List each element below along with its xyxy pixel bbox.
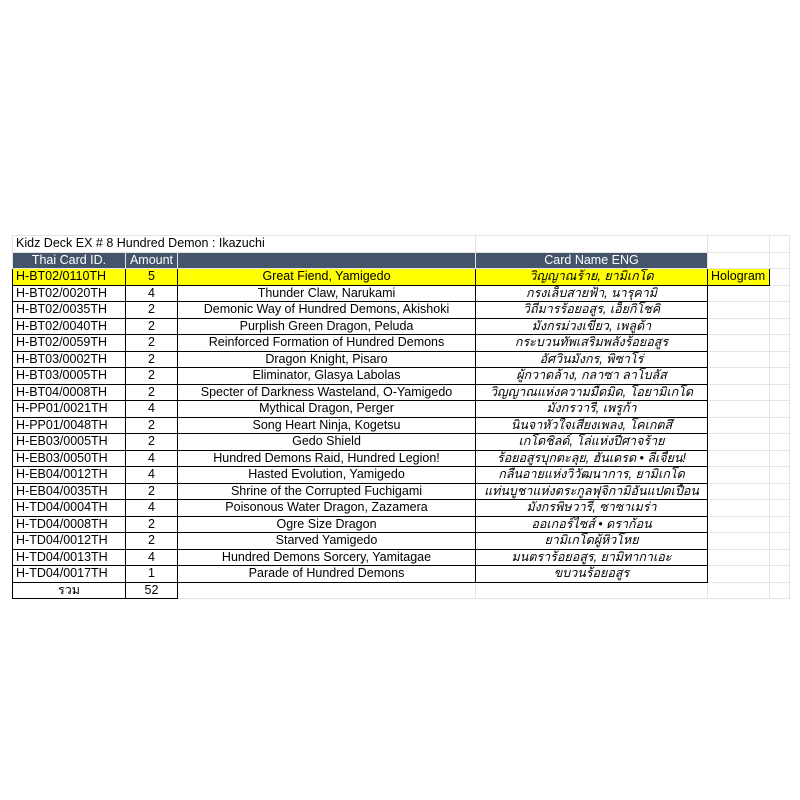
- card-id-cell[interactable]: H-PP01/0048TH: [13, 417, 126, 434]
- header-card-name-eng[interactable]: Card Name ENG: [476, 252, 708, 269]
- thai-name-cell[interactable]: กลืนอายแห่งวิวัฒนาการ, ยามิเกโด: [476, 467, 708, 484]
- table-row: [13, 401, 790, 418]
- thai-name-cell[interactable]: มนตราร้อยอสูร, ยามิทากาเอะ: [476, 549, 708, 566]
- empty-cell[interactable]: [770, 302, 790, 319]
- header-amount[interactable]: Amount: [126, 252, 178, 269]
- thai-name-cell[interactable]: ผู้กวาดล้าง, กลาซา ลาโบลัส: [476, 368, 708, 385]
- sheet-title[interactable]: Kidz Deck EX # 8 Hundred Demon : Ikazuchi: [13, 236, 476, 253]
- card-name-cell[interactable]: Shrine of the Corrupted Fuchigami: [178, 483, 476, 500]
- thai-name-cell[interactable]: นินจาหัวใจเสียงเพลง, โคเกตสึ: [476, 417, 708, 434]
- amount-cell[interactable]: 2: [126, 384, 178, 401]
- amount-cell[interactable]: 4: [126, 401, 178, 418]
- note-cell[interactable]: [708, 384, 770, 401]
- card-name-cell[interactable]: Hundred Demons Sorcery, Yamitagae: [178, 549, 476, 566]
- table-row: [13, 269, 790, 286]
- note-cell[interactable]: [708, 318, 770, 335]
- card-list-table: [12, 235, 790, 599]
- total-row: [13, 582, 790, 599]
- card-id-cell[interactable]: H-BT02/0040TH: [13, 318, 126, 335]
- table-row: [13, 368, 790, 385]
- empty-cell[interactable]: [770, 285, 790, 302]
- thai-name-cell[interactable]: วิญญาณร้าย, ยามิเกโด: [476, 269, 708, 286]
- empty-cell[interactable]: [770, 335, 790, 352]
- card-id-cell[interactable]: H-BT04/0008TH: [13, 384, 126, 401]
- table-row: [13, 467, 790, 484]
- note-cell[interactable]: [708, 417, 770, 434]
- thai-name-cell[interactable]: วิญญาณแห่งความมืดมิด, โอยามิเกโด: [476, 384, 708, 401]
- amount-cell[interactable]: 2: [126, 351, 178, 368]
- note-cell[interactable]: [708, 533, 770, 550]
- empty-cell[interactable]: [770, 417, 790, 434]
- card-name-cell[interactable]: Gedo Shield: [178, 434, 476, 451]
- card-id-cell[interactable]: H-TD04/0012TH: [13, 533, 126, 550]
- total-label[interactable]: รวม: [13, 582, 126, 599]
- note-cell[interactable]: [708, 368, 770, 385]
- card-name-cell[interactable]: Eliminator, Glasya Labolas: [178, 368, 476, 385]
- thai-name-cell[interactable]: มังกรพิษวารี, ซาซาเมร่า: [476, 500, 708, 517]
- empty-cell[interactable]: [476, 582, 708, 599]
- card-name-cell[interactable]: Mythical Dragon, Perger: [178, 401, 476, 418]
- header-thai-card-id[interactable]: Thai Card ID.: [13, 252, 126, 269]
- amount-cell[interactable]: 2: [126, 318, 178, 335]
- header-card-name[interactable]: [178, 252, 476, 269]
- note-cell[interactable]: [708, 450, 770, 467]
- empty-cell[interactable]: [770, 384, 790, 401]
- spreadsheet: [12, 235, 790, 599]
- card-id-cell[interactable]: H-BT02/0110TH: [13, 269, 126, 286]
- table-row: [13, 285, 790, 302]
- card-name-cell[interactable]: Reinforced Formation of Hundred Demons: [178, 335, 476, 352]
- card-id-cell[interactable]: H-TD04/0017TH: [13, 566, 126, 583]
- thai-name-cell[interactable]: กรงเล็บสายฟ้า, นารุคามิ: [476, 285, 708, 302]
- table-row: [13, 318, 790, 335]
- total-value[interactable]: 52: [126, 582, 178, 599]
- note-cell[interactable]: [708, 549, 770, 566]
- table-row: [13, 351, 790, 368]
- amount-cell[interactable]: 2: [126, 516, 178, 533]
- card-name-cell[interactable]: Hundred Demons Raid, Hundred Legion!: [178, 450, 476, 467]
- card-id-cell[interactable]: H-TD04/0008TH: [13, 516, 126, 533]
- amount-cell[interactable]: 5: [126, 269, 178, 286]
- empty-cell[interactable]: [770, 318, 790, 335]
- empty-cell[interactable]: [770, 483, 790, 500]
- table-row: [13, 483, 790, 500]
- thai-name-cell[interactable]: มังกรม่วงเขียว, เพลูด้า: [476, 318, 708, 335]
- note-cell[interactable]: [708, 401, 770, 418]
- table-row: [13, 417, 790, 434]
- empty-cell[interactable]: [770, 401, 790, 418]
- note-cell[interactable]: [708, 434, 770, 451]
- note-cell[interactable]: [708, 500, 770, 517]
- empty-cell[interactable]: [770, 566, 790, 583]
- card-name-cell[interactable]: Demonic Way of Hundred Demons, Akishoki: [178, 302, 476, 319]
- thai-name-cell[interactable]: ออเกอร์ไซส์ • ดราก้อน: [476, 516, 708, 533]
- amount-cell[interactable]: 4: [126, 549, 178, 566]
- card-id-cell[interactable]: H-TD04/0004TH: [13, 500, 126, 517]
- card-id-cell[interactable]: H-BT02/0020TH: [13, 285, 126, 302]
- table-row: [13, 533, 790, 550]
- card-name-cell[interactable]: Parade of Hundred Demons: [178, 566, 476, 583]
- card-id-cell[interactable]: H-BT03/0005TH: [13, 368, 126, 385]
- card-name-cell[interactable]: Dragon Knight, Pisaro: [178, 351, 476, 368]
- empty-cell[interactable]: [770, 434, 790, 451]
- note-cell[interactable]: Hologram: [708, 269, 770, 286]
- table-row: [13, 335, 790, 352]
- card-name-cell[interactable]: Specter of Darkness Wasteland, O-Yamigedo: [178, 384, 476, 401]
- note-cell[interactable]: [708, 467, 770, 484]
- thai-name-cell[interactable]: ร้อยอสูรบุกตะลุย, ฮันเดรด • ลีเจี้ยน!: [476, 450, 708, 467]
- table-row: [13, 384, 790, 401]
- header-row: [13, 252, 790, 269]
- empty-cell[interactable]: [770, 516, 790, 533]
- card-name-cell[interactable]: Song Heart Ninja, Kogetsu: [178, 417, 476, 434]
- card-name-cell[interactable]: Ogre Size Dragon: [178, 516, 476, 533]
- table-row: [13, 516, 790, 533]
- amount-cell[interactable]: 2: [126, 483, 178, 500]
- thai-name-cell[interactable]: เกโดชิลด์, โล่แห่งปีศาจร้าย: [476, 434, 708, 451]
- card-id-cell[interactable]: H-EB04/0012TH: [13, 467, 126, 484]
- card-id-cell[interactable]: H-EB03/0005TH: [13, 434, 126, 451]
- empty-cell[interactable]: [770, 368, 790, 385]
- empty-cell[interactable]: [770, 269, 790, 286]
- empty-cell[interactable]: [178, 582, 476, 599]
- card-id-cell[interactable]: H-PP01/0021TH: [13, 401, 126, 418]
- empty-cell[interactable]: [770, 351, 790, 368]
- empty-cell[interactable]: [770, 582, 790, 599]
- empty-cell[interactable]: [708, 582, 770, 599]
- note-cell[interactable]: [708, 285, 770, 302]
- table-row: [13, 302, 790, 319]
- amount-cell[interactable]: 4: [126, 450, 178, 467]
- empty-cell[interactable]: [770, 549, 790, 566]
- amount-cell[interactable]: 2: [126, 335, 178, 352]
- note-cell[interactable]: [708, 483, 770, 500]
- card-id-cell[interactable]: H-BT02/0035TH: [13, 302, 126, 319]
- card-name-cell[interactable]: Starved Yamigedo: [178, 533, 476, 550]
- empty-cell[interactable]: [770, 500, 790, 517]
- thai-name-cell[interactable]: กระบวนทัพเสริมพลังร้อยอสูร: [476, 335, 708, 352]
- amount-cell[interactable]: 2: [126, 368, 178, 385]
- thai-name-cell[interactable]: ยามิเกโดผู้หิวโหย: [476, 533, 708, 550]
- card-name-cell[interactable]: Poisonous Water Dragon, Zazamera: [178, 500, 476, 517]
- card-id-cell[interactable]: H-TD04/0013TH: [13, 549, 126, 566]
- amount-cell[interactable]: 4: [126, 285, 178, 302]
- thai-name-cell[interactable]: มังกรวารี, เพรูก้า: [476, 401, 708, 418]
- empty-cell[interactable]: [770, 450, 790, 467]
- table-row: [13, 500, 790, 517]
- card-id-cell[interactable]: H-EB03/0050TH: [13, 450, 126, 467]
- table-row: [13, 434, 790, 451]
- empty-cell[interactable]: [770, 467, 790, 484]
- empty-cell[interactable]: [770, 533, 790, 550]
- amount-cell[interactable]: 2: [126, 533, 178, 550]
- card-name-cell[interactable]: Purplish Green Dragon, Peluda: [178, 318, 476, 335]
- thai-name-cell[interactable]: อัศวินมังกร, พิซาโร่: [476, 351, 708, 368]
- amount-cell[interactable]: 4: [126, 500, 178, 517]
- note-cell[interactable]: [708, 351, 770, 368]
- note-cell[interactable]: [708, 302, 770, 319]
- table-row: [13, 549, 790, 566]
- thai-name-cell[interactable]: วิถีมารร้อยอสูร, เอ็ยกิโชคิ: [476, 302, 708, 319]
- amount-cell[interactable]: 2: [126, 302, 178, 319]
- card-id-cell[interactable]: H-EB04/0035TH: [13, 483, 126, 500]
- note-cell[interactable]: [708, 566, 770, 583]
- card-name-cell[interactable]: Hasted Evolution, Yamigedo: [178, 467, 476, 484]
- amount-cell[interactable]: 4: [126, 467, 178, 484]
- card-id-cell[interactable]: H-BT03/0002TH: [13, 351, 126, 368]
- table-row: [13, 450, 790, 467]
- note-cell[interactable]: [708, 335, 770, 352]
- thai-name-cell[interactable]: ขบวนร้อยอสูร: [476, 566, 708, 583]
- note-cell[interactable]: [708, 516, 770, 533]
- title-row: [13, 236, 790, 253]
- table-row: [13, 566, 790, 583]
- card-id-cell[interactable]: H-BT02/0059TH: [13, 335, 126, 352]
- card-name-cell[interactable]: Great Fiend, Yamigedo: [178, 269, 476, 286]
- card-name-cell[interactable]: Thunder Claw, Narukami: [178, 285, 476, 302]
- amount-cell[interactable]: 2: [126, 417, 178, 434]
- amount-cell[interactable]: 2: [126, 434, 178, 451]
- thai-name-cell[interactable]: แท่นบูชาแห่งตระกูลฟุจิกามิอันแปดเปื้อน: [476, 483, 708, 500]
- amount-cell[interactable]: 1: [126, 566, 178, 583]
